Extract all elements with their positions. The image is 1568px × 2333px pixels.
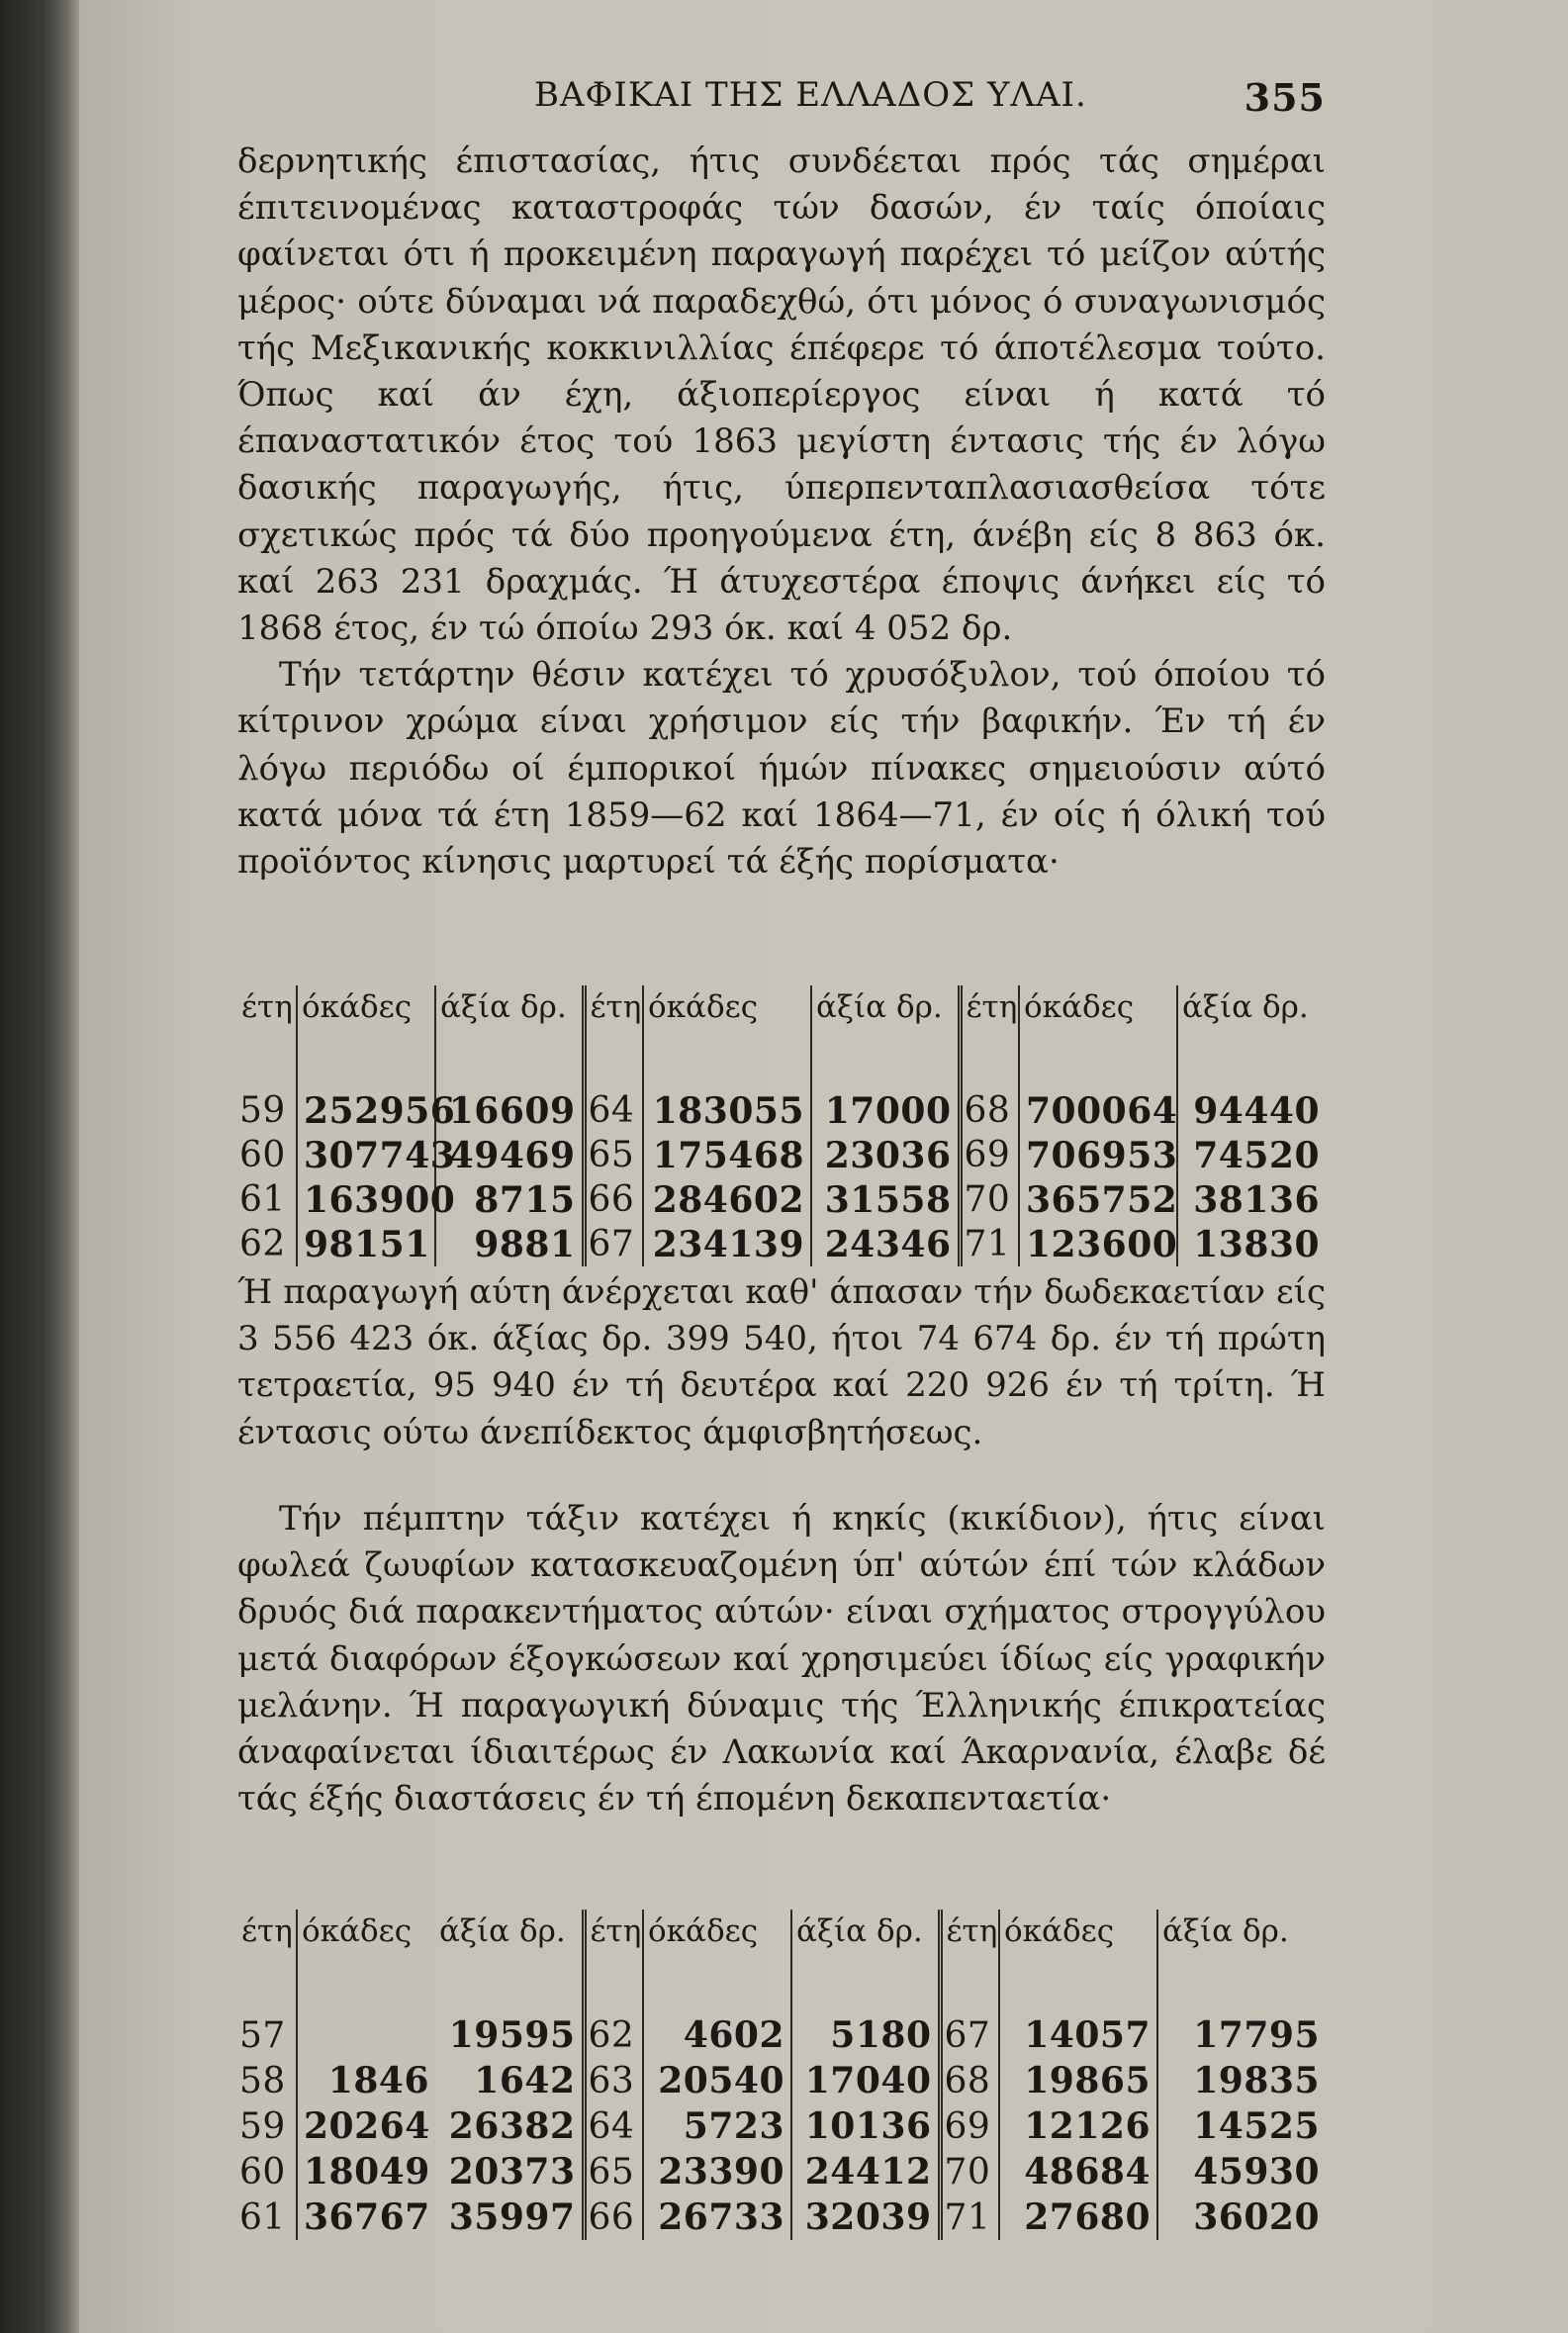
table-cell: 19865 bbox=[999, 2058, 1157, 2103]
running-title: ΒΑΦΙΚΑΙ ΤΗΣ ΕΛΛΑΔΟΣ ΥΛΑΙ. bbox=[534, 75, 1087, 115]
table-cell: 60 bbox=[237, 1133, 297, 1177]
column-header: όκάδες bbox=[1019, 985, 1177, 1057]
table-cell: 4602 bbox=[643, 2012, 791, 2058]
table-cell: 23036 bbox=[811, 1133, 960, 1177]
table-cell: 26733 bbox=[643, 2194, 791, 2240]
table-cell: 48684 bbox=[999, 2149, 1157, 2194]
table-cell: 19835 bbox=[1193, 2060, 1320, 2101]
table-cell: 20373 bbox=[435, 2149, 584, 2194]
table-cell: 69 bbox=[960, 1133, 1019, 1177]
table-row bbox=[237, 1133, 1326, 1177]
table-cell: 68 bbox=[960, 1088, 1019, 1133]
table-cell: 64 bbox=[584, 2103, 643, 2149]
table-cell bbox=[297, 2012, 435, 2058]
table-cell: 13830 bbox=[1193, 1223, 1320, 1265]
table-cell: 94440 bbox=[1193, 1089, 1320, 1132]
table-cell: 98151 bbox=[297, 1222, 435, 1266]
table-cell: 5723 bbox=[643, 2103, 791, 2149]
table-cell: 284602 bbox=[643, 1177, 811, 1222]
column-header: όκάδες bbox=[302, 1913, 413, 1949]
table-cell: 20264 bbox=[304, 2105, 430, 2147]
table-cell: 68 bbox=[940, 2058, 999, 2103]
table-cell: 27680 bbox=[999, 2194, 1157, 2240]
table-cell: 59 bbox=[237, 1088, 297, 1133]
table-cell: 183055 bbox=[643, 1088, 811, 1133]
table-cell: 61 bbox=[237, 2194, 297, 2240]
text-block-3 bbox=[237, 1496, 1326, 1822]
table-row bbox=[237, 2103, 1326, 2149]
paragraph-1: δερνητικής έπιστασίας, ήτις συνδέεται πρός τάς σημέραι έπιτεινομένας καταστροφάς τών δασών, έν ταίς όποίαις φαίνεται ότι ή προκειμένη παραγωγή παρέχει τό μείζον αύτής μέρος· ούτε δύναμαι νά παραδεχθώ, ότι μόνος ό συναγωνισμός τής Μεξικανικής κοκκινιλλίας έπέφερε τό άποτέλεσμα τούτο. Όπως καί άν έχη, άξιοπερίεργος είναι ή κατά τό έπαναστατικόν έτος τού 1863 μεγίστη έντασις τής έν λόγω δασικής παραγωγής, ήτις, ύπερπενταπλασιασθείσα τότε σχετικώς πρός τά δύο προηγούμενα έτη, άνέβη είς 8 863 όκ. καί 263 231 δραχμάς. Ή άτυχεστέρα έποψις άνήκει είς τό 1868 έτος, έν τώ όποίω 293 όκ. καί 4 052 δρ. bbox=[237, 141, 1326, 649]
column-header: έτη bbox=[940, 1910, 999, 1981]
table-cell: 26382 bbox=[435, 2103, 584, 2149]
table-cell: 58 bbox=[237, 2058, 297, 2103]
column-header: έτη bbox=[237, 985, 297, 1057]
book-spine-shadow bbox=[0, 0, 79, 2333]
table-cell: 252956 bbox=[297, 1088, 435, 1133]
table-cell: 31558 bbox=[811, 1177, 960, 1222]
paragraph-3: Ή παραγωγή αύτη άνέρχεται καθ' άπασαν τήν δωδεκαετίαν είς 3 556 423 όκ. άξίας δρ. 399 540, ήτοι 74 674 δρ. έν τή πρώτη τετραετία, 95 940 έν τή δευτέρα καί 220 926 έν τή τρίτη. Ή έντασις ούτω άνεπίδεκτος άμφισβητήσεως. bbox=[237, 1272, 1326, 1452]
table-cell: 63 bbox=[584, 2058, 643, 2103]
table-row bbox=[237, 2012, 1326, 2058]
column-header: όκάδες bbox=[643, 1910, 791, 1981]
table-row bbox=[237, 1088, 1326, 1133]
table-cell: 65 bbox=[584, 2149, 643, 2194]
table-cell: 70 bbox=[960, 1177, 1019, 1222]
table-cell: 67 bbox=[940, 2012, 999, 2058]
table-cell: 14525 bbox=[1193, 2105, 1320, 2147]
page-number: 355 bbox=[1244, 75, 1326, 120]
column-header: άξία δρ. bbox=[435, 985, 584, 1057]
table-cell: 70 bbox=[940, 2149, 999, 2194]
table-cell: 1642 bbox=[435, 2058, 584, 2103]
column-header: όκάδες bbox=[999, 1910, 1157, 1981]
paragraph-4: Τήν πέμπτην τάξιν κατέχει ή κηκίς (κικίδιον), ήτις είναι φωλεά ζωυφίων κατασκευαζομένη ύπ' αύτών έπί τών κλάδων δρυός διά παρακεντήματος αύτών· είναι σχήματος στρογγύλου μετά διαφόρων έξογκώσεων καί χρησιμεύει ίδίως είς γραφικήν μελάνην. Ή παραγωγική δύναμις τής Έλληνικής έπικρατείας άναφαίνεται ίδιαιτέρως έν Λακωνία καί Άκαρνανία, έλαβε δέ τάς έξής διαστάσεις έν τή έπομένη δεκαπενταετία· bbox=[237, 1499, 1326, 1820]
table-header-row bbox=[237, 985, 1326, 1057]
table-cell: 66 bbox=[584, 1177, 643, 1222]
table-cell: 175468 bbox=[643, 1133, 811, 1177]
table-cell: 65 bbox=[584, 1133, 643, 1177]
table-cell: 5180 bbox=[791, 2012, 940, 2058]
table-cell: 10136 bbox=[791, 2103, 940, 2149]
table-cell: 38136 bbox=[1193, 1178, 1320, 1221]
table-cell: 14057 bbox=[999, 2012, 1157, 2058]
column-header: άξία δρ. bbox=[811, 985, 960, 1057]
table-cell: 17795 bbox=[1193, 2014, 1320, 2056]
table-cell: 59 bbox=[237, 2103, 297, 2149]
table-cell: 60 bbox=[237, 2149, 297, 2194]
table-cell: 32039 bbox=[791, 2194, 940, 2240]
table-cell: 71 bbox=[940, 2194, 999, 2240]
table-cell: 12126 bbox=[999, 2103, 1157, 2149]
table-cell: 17040 bbox=[791, 2058, 940, 2103]
table-cell: 307743 bbox=[297, 1133, 435, 1177]
column-header: άξία δρ. bbox=[435, 1910, 584, 1981]
table-cell: 17000 bbox=[811, 1088, 960, 1133]
paragraph-2: Τήν τετάρτην θέσιν κατέχει τό χρυσόξυλον, τού όποίου τό κίτρινον χρώμα είναι χρήσιμον είς τήν βαφικήν. Έν τή έν λόγω περιόδω οί έμπορικοί ήμών πίνακες σημειούσιν αύτό κατά μόνα τά έτη 1859—62 καί 1864—71, έν οίς ή όλική τού προϊόντος κίνησις μαρτυρεί τά έξής πορίσματα· bbox=[237, 655, 1326, 883]
gall-production-table bbox=[237, 1910, 1326, 2240]
table-cell: 123600 bbox=[1019, 1222, 1177, 1266]
table-cell: 64 bbox=[584, 1088, 643, 1133]
table-cell: 163900 bbox=[297, 1177, 435, 1222]
table-row bbox=[237, 1177, 1326, 1222]
table-row bbox=[237, 1222, 1326, 1266]
table-cell: 700064 bbox=[1019, 1088, 1177, 1133]
table-cell: 36767 bbox=[304, 2196, 430, 2238]
text-block-2 bbox=[237, 1269, 1326, 1456]
table-cell: 16609 bbox=[435, 1088, 584, 1133]
table-cell: 62 bbox=[237, 1222, 297, 1266]
table-cell: 24346 bbox=[811, 1222, 960, 1266]
column-header: έτη bbox=[584, 985, 643, 1057]
table-cell: 706953 bbox=[1019, 1133, 1177, 1177]
column-header: έτη bbox=[584, 1910, 643, 1981]
table-cell: 57 bbox=[237, 2012, 297, 2058]
table-cell: 24412 bbox=[791, 2149, 940, 2194]
column-header: άξία δρ. bbox=[791, 1910, 940, 1981]
table-cell: 69 bbox=[940, 2103, 999, 2149]
table-row bbox=[237, 2194, 1326, 2240]
table-cell: 23390 bbox=[643, 2149, 791, 2194]
table-cell: 19595 bbox=[435, 2012, 584, 2058]
text-block-1 bbox=[237, 139, 1326, 886]
table-row bbox=[237, 2058, 1326, 2103]
column-header: άξία δρ. bbox=[1182, 989, 1309, 1025]
table-cell: 35997 bbox=[435, 2194, 584, 2240]
chrysoxylon-production-table bbox=[237, 985, 1326, 1266]
table-cell: 45930 bbox=[1193, 2151, 1320, 2193]
column-header: έτη bbox=[237, 1910, 297, 1981]
column-header: όκάδες bbox=[643, 985, 811, 1057]
table-cell: 71 bbox=[960, 1222, 1019, 1266]
table-row bbox=[237, 2149, 1326, 2194]
table-cell: 8715 bbox=[435, 1177, 584, 1222]
table-header-row bbox=[237, 1910, 1326, 1981]
table-cell: 20540 bbox=[643, 2058, 791, 2103]
table-cell: 36020 bbox=[1193, 2196, 1320, 2238]
running-header bbox=[534, 69, 1326, 129]
table-cell: 62 bbox=[584, 2012, 643, 2058]
table-cell: 1846 bbox=[327, 2060, 429, 2101]
table-cell: 67 bbox=[584, 1222, 643, 1266]
table-cell: 9881 bbox=[435, 1222, 584, 1266]
column-header: έτη bbox=[960, 985, 1019, 1057]
table-cell: 234139 bbox=[643, 1222, 811, 1266]
table-cell: 66 bbox=[584, 2194, 643, 2240]
table-cell: 74520 bbox=[1193, 1134, 1320, 1176]
column-header: άξία δρ. bbox=[1162, 1913, 1289, 1949]
table-cell: 61 bbox=[237, 1177, 297, 1222]
table-cell: 18049 bbox=[304, 2151, 430, 2193]
table-cell: 49469 bbox=[435, 1133, 584, 1177]
table-cell: 365752 bbox=[1019, 1177, 1177, 1222]
column-header: όκάδες bbox=[297, 985, 435, 1057]
